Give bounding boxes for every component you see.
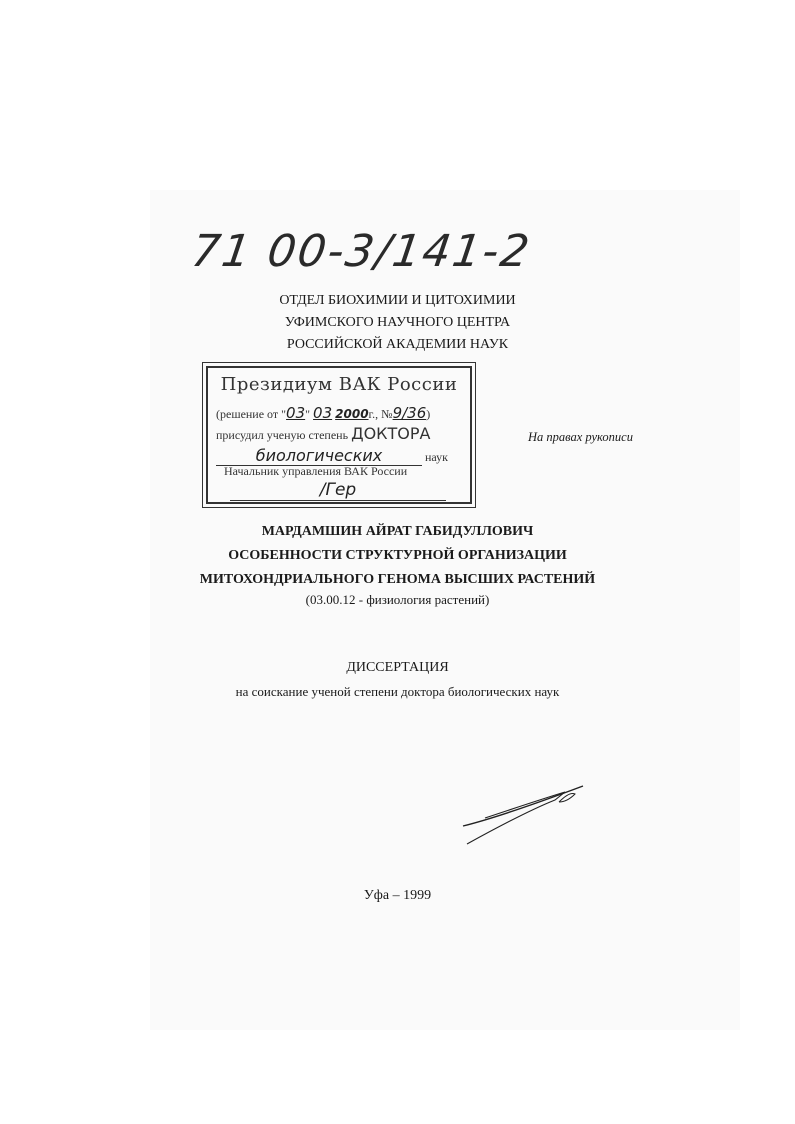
stamp-day: 03	[286, 404, 306, 422]
stamp-title: Президиум ВАК России	[220, 374, 458, 395]
stamp-field-line	[216, 446, 462, 466]
city-year: Уфа – 1999	[363, 888, 432, 903]
stamp-decision-prefix: (решение от "	[216, 407, 287, 421]
institution-line-1: ОТДЕЛ БИОХИМИИ И ЦИТОХИМИИ	[279, 293, 516, 308]
title-line-1: ОСОБЕННОСТИ СТРУКТУРНОЙ ОРГАНИЗАЦИИ	[228, 548, 567, 563]
degree-description: на соискание ученой степени доктора биологических наук	[235, 684, 560, 699]
vak-stamp	[206, 366, 472, 504]
title-block	[0, 520, 795, 592]
stamp-signature-line	[230, 480, 446, 501]
stamp-number-label: г., №	[368, 407, 393, 421]
stamp-awarded: присудил ученую степень	[216, 428, 349, 442]
stamp-field: биологических	[216, 446, 422, 466]
author-signature	[455, 778, 590, 850]
stamp-month: 03	[313, 404, 333, 422]
stamp-head: Начальник управления ВАК России	[224, 464, 408, 478]
institution-block	[0, 290, 795, 356]
stamp-number: 9/36	[392, 404, 427, 422]
stamp-signature: /Гер	[319, 480, 357, 500]
institution-line-2: УФИМСКОГО НАУЧНОГО ЦЕНТРА	[284, 315, 511, 330]
author-name: МАРДАМШИН АЙРАТ ГАБИДУЛЛОВИЧ	[261, 524, 534, 539]
document-type: ДИССЕРТАЦИЯ	[346, 660, 449, 675]
stamp-field-suffix: наук	[425, 450, 448, 464]
institution-line-3: РОССИЙСКОЙ АКАДЕМИИ НАУК	[286, 337, 509, 352]
title-line-2: МИТОХОНДРИАЛЬНОГО ГЕНОМА ВЫСШИХ РАСТЕНИЙ	[199, 572, 596, 587]
specialty: (03.00.12 - физиология растений)	[305, 592, 490, 607]
archive-number: 71 00-3/141-2	[188, 226, 535, 277]
stamp-decision-line: (решение от "03" 03 2000г., №9/36)	[216, 404, 431, 422]
stamp-awarded-line	[216, 424, 430, 443]
stamp-year: 2000	[335, 407, 369, 421]
stamp-degree: ДОКТОРА	[351, 424, 431, 443]
manuscript-note: На правах рукописи	[528, 430, 633, 444]
